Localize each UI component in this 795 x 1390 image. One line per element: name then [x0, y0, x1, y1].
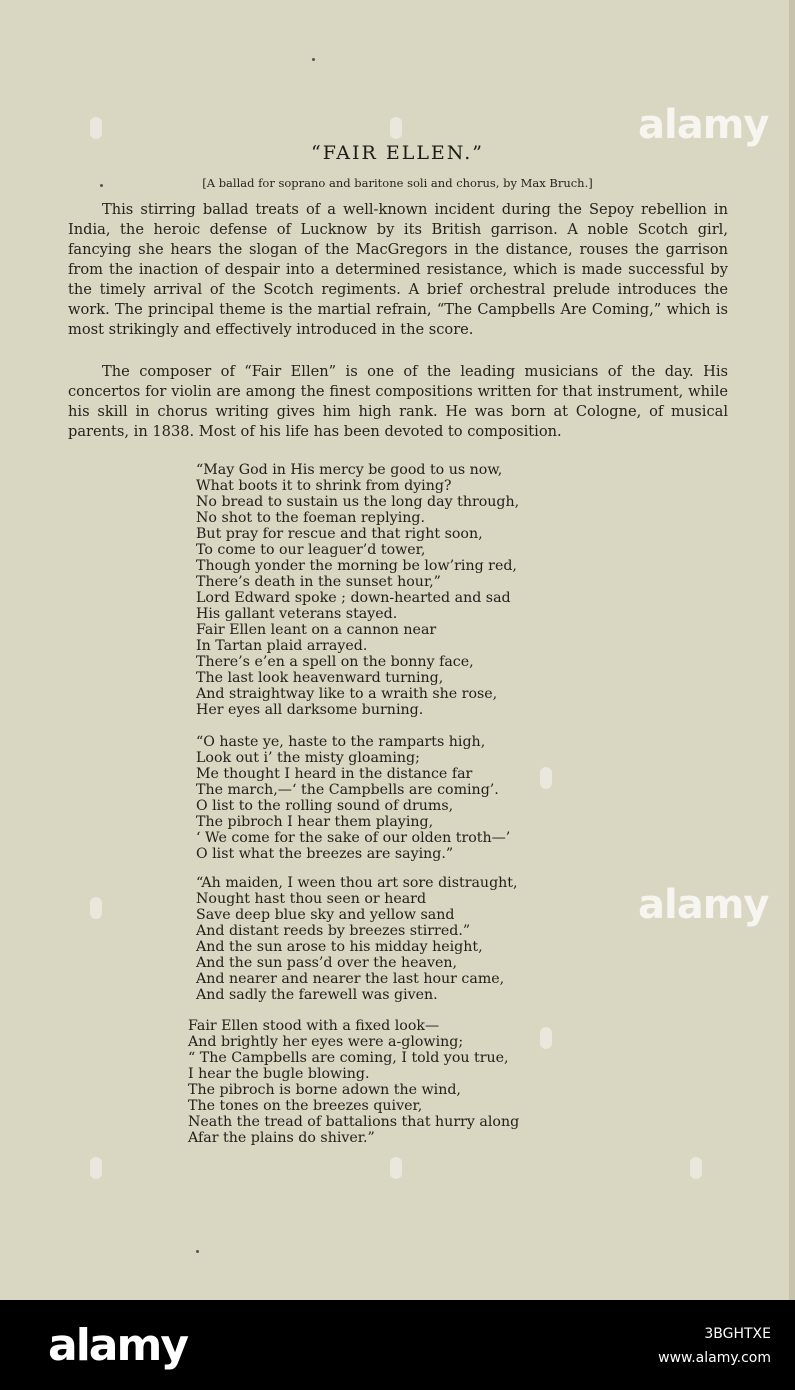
poem-line: The march,—‘ the Campbells are coming’. [196, 782, 499, 798]
poem-line: And straightway like to a wraith she rose, [196, 686, 498, 702]
watermark-mark [90, 117, 102, 139]
poem-line: Nought hast thou seen or heard [196, 891, 427, 907]
footer-bar [0, 1300, 795, 1390]
poem-line: “Ah maiden, I ween thou art sore distraught, [196, 875, 518, 891]
watermark-mark [540, 767, 552, 789]
speck [100, 184, 103, 187]
poem-line: I hear the bugle blowing. [188, 1066, 370, 1082]
poem-line: The pibroch I hear them playing, [196, 814, 434, 830]
stanza-3 [196, 875, 518, 1003]
watermark-mark [90, 897, 102, 919]
stanza-2 [196, 734, 510, 862]
intro-paragraph [68, 200, 728, 340]
poem-line: Me thought I heard in the distance far [196, 766, 473, 782]
watermark-mark [540, 1027, 552, 1049]
poem-line: And brightly her eyes were a-glowing; [188, 1034, 464, 1050]
poem-line: No bread to sustain us the long day through, [196, 494, 520, 510]
watermark-mark [390, 117, 402, 139]
poem-line: “O haste ye, haste to the ramparts high, [196, 734, 486, 750]
poem-line: And sadly the farewell was given. [196, 987, 438, 1003]
watermark-mark [690, 1157, 702, 1179]
composer-paragraph [68, 362, 728, 442]
speck [196, 1250, 199, 1253]
page-title: “FAIR ELLEN.” [311, 142, 484, 164]
poem-line: Afar the plains do shiver.” [188, 1130, 375, 1146]
poem-line: And nearer and nearer the last hour came, [196, 971, 505, 987]
poem-line: To come to our leaguer’d tower, [196, 542, 426, 558]
watermark-bottom: alamy [638, 882, 769, 928]
watermark-mark [390, 1157, 402, 1179]
poem-line: The pibroch is borne adown the wind, [188, 1082, 461, 1098]
poem-line: And distant reeds by breezes stirred.” [196, 923, 471, 939]
speck [312, 58, 315, 61]
poem-line: Save deep blue sky and yellow sand [196, 907, 455, 923]
paragraph-text: The composer of “Fair Ellen” is one of the leading musicians of the day. His concertos for violin are among the finest compositions written for that instrument, while his skill in chorus writing gives him high rank. He was born at Cologne, of musical parents, in 1838. Most of his life has been devoted to composition. [68, 363, 728, 440]
poem-line: O list what the breezes are saying.” [196, 846, 454, 862]
poem-line: Neath the tread of battalions that hurry along [188, 1114, 520, 1130]
stanza-1 [196, 462, 519, 718]
poem-line: But pray for rescue and that right soon, [196, 526, 483, 542]
poem-line: Her eyes all darksome burning. [196, 702, 424, 718]
site-url: www.alamy.com [658, 1350, 771, 1366]
poem-line: There’s e’en a spell on the bonny face, [196, 654, 474, 670]
image-id: 3BGHTXE [704, 1326, 771, 1342]
poem-line: No shot to the foeman replying. [196, 510, 425, 526]
poem-line: Fair Ellen stood with a fixed look— [188, 1018, 440, 1034]
poem-line: ‘ We come for the sake of our olden troth—’ [196, 830, 511, 846]
stanza-4 [188, 1018, 519, 1146]
poem-line: The last look heavenward turning, [196, 670, 444, 686]
poem-line: Fair Ellen leant on a cannon near [196, 622, 437, 638]
watermark-top: alamy [638, 102, 769, 148]
poem-line: There’s death in the sunset hour,” [196, 574, 441, 590]
poem-line: And the sun arose to his midday height, [196, 939, 483, 955]
paragraph-text: This stirring ballad treats of a well-known incident during the Sepoy rebellion in India, the heroic defense of Lucknow by its British garrison. A noble Scotch girl, fancying she hears the slogan of the MacGregors in the distance, rouses the garrison from the inaction of despair into a determined resistance, which is made successful by the timely arrival of the Scotch regiments. A brief orchestral prelude introduces the work. The principal theme is the martial refrain, “The Campbells Are Coming,” which is most strikingly and effectively introduced in the score. [68, 201, 728, 338]
poem-line: “ The Campbells are coming, I told you true, [188, 1050, 509, 1066]
poem-line: Look out i’ the misty gloaming; [196, 750, 420, 766]
poem-line: “May God in His mercy be good to us now, [196, 462, 503, 478]
poem-line: His gallant veterans stayed. [196, 606, 398, 622]
poem-line: The tones on the breezes quiver, [188, 1098, 423, 1114]
poem-line: What boots it to shrink from dying? [196, 478, 452, 494]
poem-line: O list to the rolling sound of drums, [196, 798, 454, 814]
watermark-mark [90, 1157, 102, 1179]
poem-line: In Tartan plaid arrayed. [196, 638, 368, 654]
subtitle: [A ballad for soprano and baritone soli and chorus, by Max Bruch.] [202, 176, 593, 190]
alamy-logo: alamy [48, 1320, 187, 1371]
poem-line: Lord Edward spoke ; down-hearted and sad [196, 590, 511, 606]
poem-line: Though yonder the morning be low’ring red, [196, 558, 517, 574]
poem-line: And the sun pass’d over the heaven, [196, 955, 458, 971]
